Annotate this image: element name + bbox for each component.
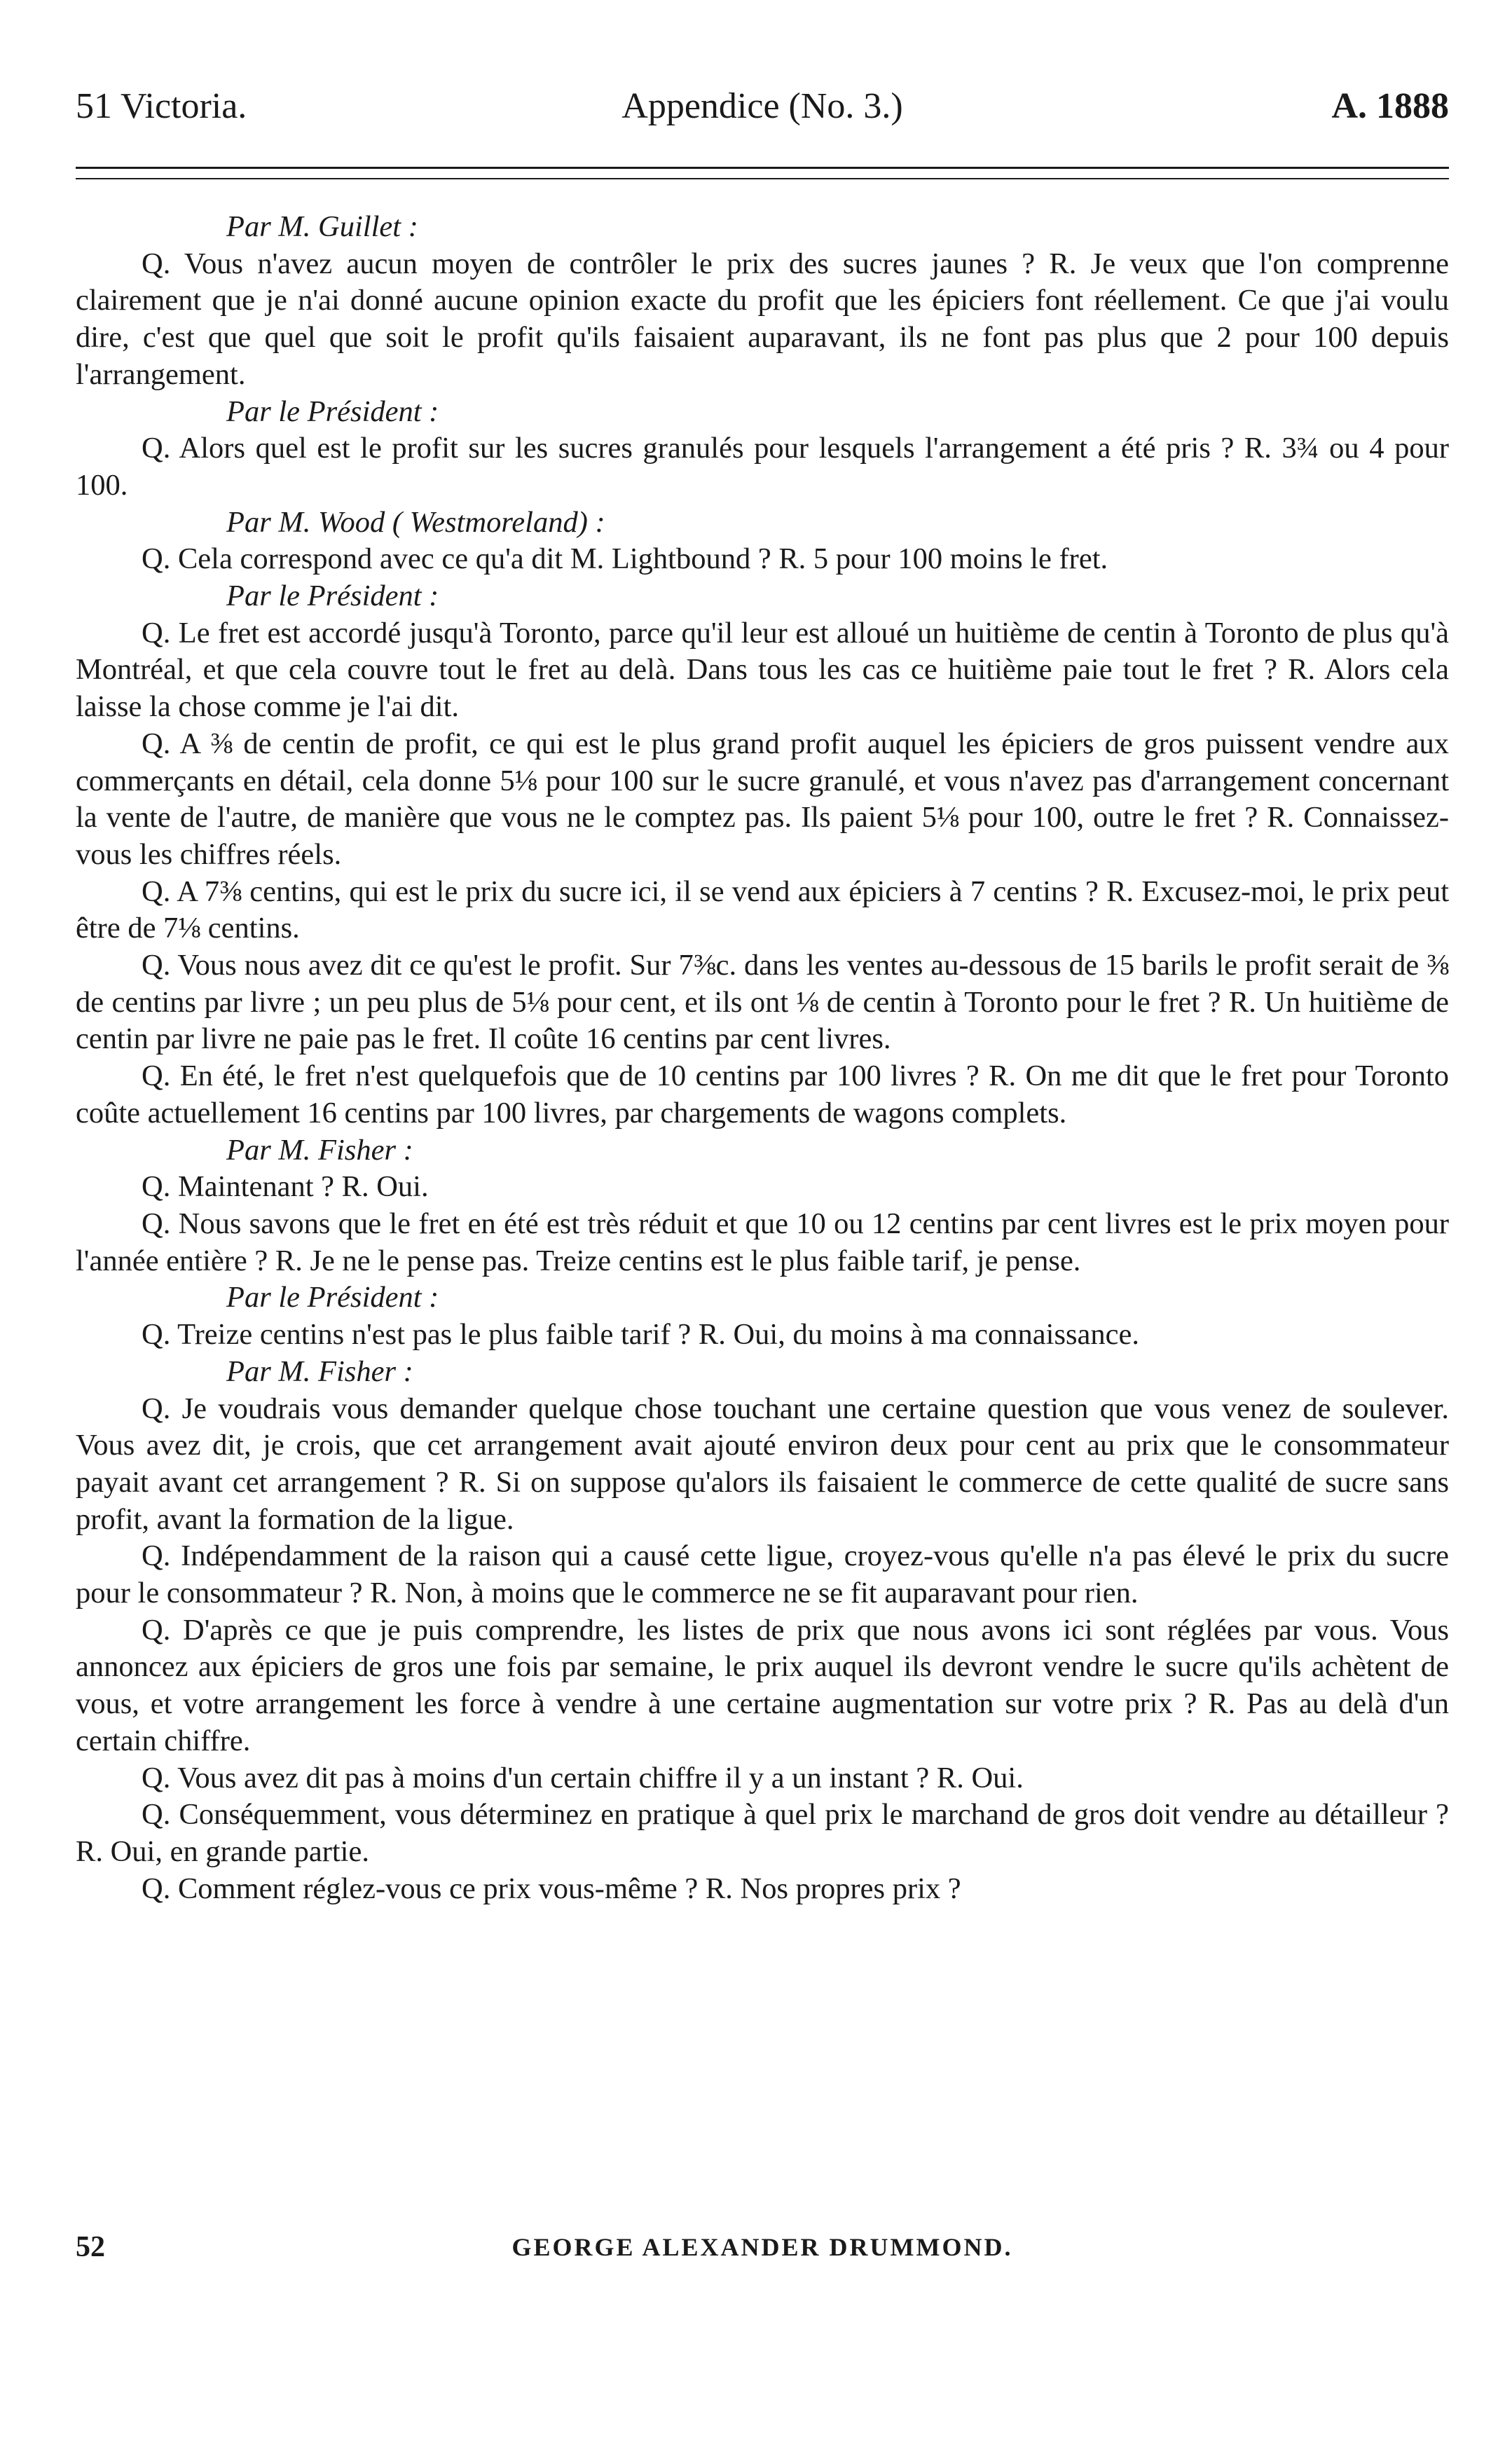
speaker-heading: Par le Président : bbox=[226, 394, 439, 428]
question-answer-paragraph: Q. Indépendamment de la raison qui a causé cette ligue, croyez-vous qu'elle n'a pas élevé le prix du sucre pour le consommateur ? R. Non, à moins que le commerce ne se fit auparavant pour rien. bbox=[76, 1539, 1449, 1610]
question-answer-paragraph: Q. En été, le fret n'est quelquefois que de 10 centins par 100 livres ? R. On me dit que le fret pour Toronto coûte actuellement 16 centins par 100 livres, par chargements de wagons complets. bbox=[76, 1059, 1449, 1130]
header-rule-thick bbox=[76, 167, 1449, 169]
question-answer-paragraph: Q. D'après ce que je puis comprendre, les listes de prix que nous avons ici sont réglées par vous. Vous annoncez aux épiciers de gros une fois par semaine, le prix auquel ils devront vendre le sucre qu'ils achètent de vous, et votre arrangement les force à vendre à une certaine augmentation sur votre prix ? R. Pas au delà d'un certain chiffre. bbox=[76, 1613, 1449, 1757]
page-header bbox=[76, 78, 1449, 135]
question-answer-paragraph: Q. Vous n'avez aucun moyen de contrôler le prix des sucres jaunes ? R. Je veux que l'on comprenne clairement que je n'ai donné aucune opinion exacte du profit que les épiciers font réellement. Ce que j'ai voulu dire, c'est que quel que soit le profit qu'ils faisaient auparavant, ils ne font pas plus que 2 pour 100 depuis l'arrangement. bbox=[76, 247, 1449, 391]
question-answer-paragraph: Q. Treize centins n'est pas le plus faible tarif ? R. Oui, du moins à ma connaissance. bbox=[142, 1318, 1139, 1352]
question-answer-paragraph: Q. Alors quel est le profit sur les sucres granulés pour lesquels l'arrangement a été pris ? R. 3¾ ou 4 pour 100. bbox=[76, 432, 1449, 502]
witness-name: GEORGE ALEXANDER DRUMMOND. bbox=[511, 2233, 1013, 2261]
question-answer-paragraph: Q. Maintenant ? R. Oui. bbox=[142, 1170, 429, 1204]
question-answer-paragraph: Q. Vous avez dit pas à moins d'un certain chiffre il y a un instant ? R. Oui. bbox=[142, 1761, 1024, 1794]
question-answer-paragraph: Q. Nous savons que le fret en été est très réduit et que 10 ou 12 centins par cent livres est le prix moyen pour l'année entière ? R. Je ne le pense pas. Treize centins est le plus faible tarif, je pense. bbox=[76, 1207, 1449, 1277]
header-rule-thin bbox=[76, 178, 1449, 179]
question-answer-paragraph: Q. Conséquemment, vous déterminez en pratique à quel prix le marchand de gros doit vendre au détailleur ? R. Oui, en grande partie. bbox=[76, 1798, 1449, 1868]
question-answer-paragraph: Q. Vous nous avez dit ce qu'est le profit. Sur 7⅜c. dans les ventes au-dessous de 15 barils le profit serait de ⅜ de centins par livre ; un peu plus de 5⅛ pour cent, et ils ont ⅛ de centin à Toronto pour le fret ? R. Un huitième de centin par livre ne paie pas le fret. Il coûte 16 centins par cent livres. bbox=[76, 949, 1449, 1056]
speaker-heading: Par M. Fisher : bbox=[226, 1354, 413, 1388]
page-number: 52 bbox=[76, 2231, 105, 2263]
question-answer-paragraph: Q. Le fret est accordé jusqu'à Toronto, parce qu'il leur est alloué un huitième de centin à Toronto de plus qu'à Montréal, et que cela couvre tout le fret au delà. Dans tous les cas ce huitième paie tout le fret ? R. Alors cela laisse la chose comme je l'ai dit. bbox=[76, 616, 1449, 724]
question-answer-paragraph: Q. Comment réglez-vous ce prix vous-même ? R. Nos propres prix ? bbox=[142, 1872, 961, 1905]
question-answer-paragraph: Q. Je voudrais vous demander quelque chose touchant une certaine question que vous venez de soulever. Vous avez dit, je crois, que cet arrangement avait ajouté environ deux pour cent au prix que le consommateur payait avant cet arrangement ? R. Si on suppose qu'alors ils faisaient le commerce de cette qualité de sucre sans profit, avant la formation de la ligue. bbox=[76, 1392, 1449, 1536]
question-answer-paragraph: Q. A ⅜ de centin de profit, ce qui est le plus grand profit auquel les épiciers de gros puissent vendre aux commerçants en détail, cela donne 5⅛ pour 100 sur le sucre granulé, et vous n'avez pas d'arrangement concernant la vente de l'autre, de manière que vous ne le comptez pas. Ils paient 5⅛ pour 100, outre le fret ? R. Connaissez-vous les chiffres réels. bbox=[76, 727, 1449, 871]
header-session: 51 Victoria. bbox=[76, 86, 247, 126]
testimony-body bbox=[76, 209, 1449, 1907]
question-answer-paragraph: Q. A 7⅜ centins, qui est le prix du sucre ici, il se vend aux épiciers à 7 centins ? R. Excusez-moi, le prix peut être de 7⅛ centins. bbox=[76, 874, 1449, 945]
question-answer-paragraph: Q. Cela correspond avec ce qu'a dit M. Lightbound ? R. 5 pour 100 moins le fret. bbox=[142, 542, 1108, 576]
speaker-heading: Par M. Guillet : bbox=[226, 210, 418, 243]
header-year: A. 1888 bbox=[1331, 86, 1449, 126]
header-appendix: Appendice (No. 3.) bbox=[621, 86, 903, 126]
speaker-heading: Par le Président : bbox=[226, 1281, 439, 1314]
speaker-heading: Par M. Wood ( Westmoreland) : bbox=[226, 505, 605, 539]
page-footer bbox=[76, 2223, 1449, 2272]
speaker-heading: Par le Président : bbox=[226, 579, 439, 613]
speaker-heading: Par M. Fisher : bbox=[226, 1133, 413, 1167]
